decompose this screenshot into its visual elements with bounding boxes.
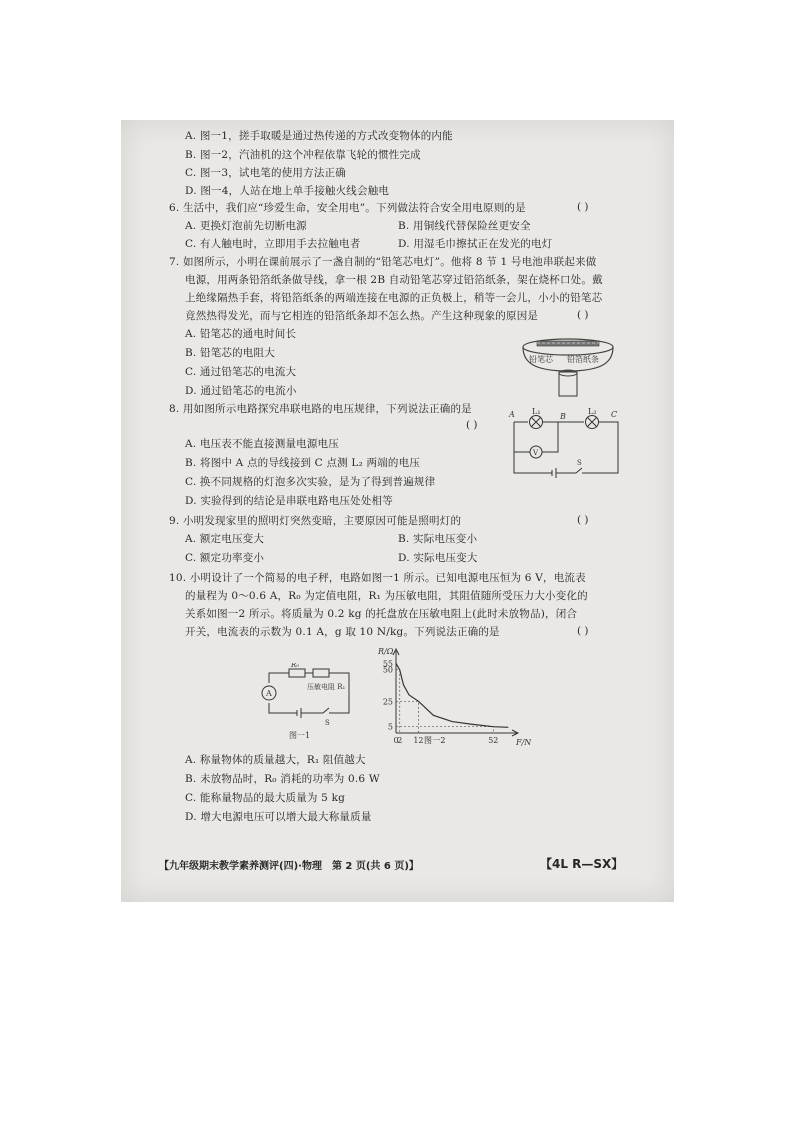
- q7-option-d: D. 通过铅笔芯的电流小: [185, 385, 297, 397]
- y-axis-label: R/Ω: [378, 647, 394, 656]
- q9-option-c: C. 额定功率变小: [185, 552, 265, 564]
- q9-option-d: D. 实际电压变大: [398, 552, 478, 564]
- resistance-curve: [396, 663, 508, 727]
- q7-line-4: 竟然热得发光，而与它相连的铅箔纸条却不怎么热。产生这种现象的原因是: [185, 310, 539, 322]
- q10-line-2: 的量程为 0～0.6 A，R₀ 为定值电阻，R₁ 为压敏电阻，其阻值随所受压力大小变化的: [185, 590, 588, 602]
- footer-code: 【4L R—SX】: [540, 857, 624, 871]
- footer-title: 【九年级期末教学素养测评(四)·物理 第 2 页(共 6 页)】: [159, 861, 419, 872]
- x-tick-label: 12: [413, 736, 424, 745]
- resistor-r1: [313, 669, 329, 677]
- q6-answer-paren: ( ): [577, 201, 589, 213]
- q9-stem: 9. 小明发现家里的照明灯突然变暗，主要原因可能是照明灯的: [169, 515, 462, 527]
- ammeter-label: A: [266, 689, 272, 698]
- resistor-r0: [289, 669, 305, 677]
- q10-answer-paren: ( ): [577, 625, 589, 637]
- wire: [269, 703, 297, 713]
- fig1-caption: 图一1: [289, 731, 311, 740]
- q6-option-b: B. 用铜线代替保险丝更安全: [398, 220, 531, 232]
- q6-option-d: D. 用湿毛巾擦拭正在发光的电灯: [398, 238, 553, 250]
- point-a-label: A: [509, 410, 515, 419]
- y-tick-label: 50: [382, 665, 393, 675]
- q7-line-1: 7. 如图所示，小明在课前展示了一盏自制的“铅笔芯电灯”。他将 8 节 1 号电池串联起来做: [169, 256, 597, 268]
- wire: [514, 422, 530, 452]
- q8-option-a: A. 电压表不能直接测量电源电压: [185, 438, 339, 450]
- wire: [542, 422, 558, 452]
- switch-label: S: [325, 719, 330, 727]
- x-tick-label: 0: [393, 736, 399, 745]
- foil-strip-label: 铅箔纸条: [567, 355, 599, 364]
- exam-page: [121, 120, 674, 902]
- bulb-l2-cross: [588, 418, 597, 427]
- q6-option-a: A. 更换灯泡前先切断电源: [185, 220, 307, 232]
- q7-option-a: A. 铅笔芯的通电时间长: [185, 328, 297, 340]
- r0-label: R₀: [291, 663, 300, 669]
- q10-line-4: 开关，电流表的示数为 0.1 A，g 取 10 N/kg。下列说法正确的是: [185, 626, 500, 638]
- wire: [269, 673, 289, 683]
- l1-label: L₁: [532, 407, 541, 416]
- q8-stem: 8. 用如图所示电路探究串联电路的电压规律，下列说法正确的是: [169, 403, 472, 415]
- battery: [297, 708, 301, 718]
- guide-line: [396, 701, 418, 733]
- battery: [552, 468, 556, 478]
- q8-option-d: D. 实验得到的结论是串联电路电压处处相等: [185, 495, 393, 507]
- q7-line-2: 电源，用两条铅箔纸条做导线，拿一根 2B 自动铅笔芯穿过铅箔纸条，架在烧杯口处。戴: [185, 274, 603, 286]
- q10-line-1: 10. 小明设计了一个简易的电子秤，电路如图一1 所示。已知电源电压恒为 6 V，电流表: [169, 572, 586, 584]
- switch-label: S: [577, 459, 582, 467]
- wire: [582, 422, 618, 473]
- x-tick-label: 2: [397, 736, 403, 745]
- r1-label: 压敏电阻 R₁: [307, 683, 346, 691]
- q7-option-c: C. 通过铅笔芯的电流大: [185, 366, 297, 378]
- q9-option-a: A. 额定电压变大: [185, 533, 265, 545]
- bulb-l1-cross: [532, 418, 541, 427]
- q10-option-d: D. 增大电源电压可以增大最大称量质量: [185, 811, 372, 823]
- point-c-label: C: [611, 410, 618, 419]
- q8-answer-paren: ( ): [466, 419, 478, 431]
- switch-s: [576, 468, 582, 473]
- q5-option-c: C. 图一3，试电笔的使用方法正确: [185, 167, 346, 179]
- q6-stem: 6. 生活中，我们应“珍爱生命，安全用电”。下列做法符合安全用电原则的是: [169, 202, 526, 214]
- q6-option-c: C. 有人触电时，立即用手去拉触电者: [185, 238, 361, 250]
- y-tick-label: 25: [382, 697, 393, 707]
- q9-option-b: B. 实际电压变小: [398, 533, 478, 545]
- switch-s: [323, 708, 329, 713]
- q10-option-b: B. 未放物品时，R₀ 消耗的功率为 0.6 W: [185, 773, 380, 785]
- q7-line-3: 上绝缘隔热手套，将铅箔纸条的两端连接在电源的正负极上，稍等一会儿，小小的铅笔芯: [185, 292, 603, 304]
- q8-option-c: C. 换不同规格的灯泡多次实验，是为了得到普遍规律: [185, 476, 436, 488]
- wire: [329, 673, 349, 713]
- q10-option-c: C. 能称量物品的最大质量为 5 kg: [185, 792, 346, 804]
- wire: [514, 422, 552, 473]
- guide-line: [396, 727, 493, 733]
- q7-answer-paren: ( ): [577, 309, 589, 321]
- q5-option-b: B. 图一2，汽油机的这个冲程依靠飞轮的惯性完成: [185, 149, 421, 161]
- fig2-caption: 图一2: [424, 736, 446, 745]
- q5-option-a: A. 图一1，搓手取暖是通过热传递的方式改变物体的内能: [185, 130, 453, 142]
- point-b-label: B: [560, 412, 566, 421]
- x-tick-label: 52: [488, 736, 499, 745]
- series-circuit-figure: [506, 406, 626, 481]
- q8-option-b: B. 将图中 A 点的导线接到 C 点测 L₂ 两端的电压: [185, 457, 421, 469]
- l2-label: L₂: [588, 407, 597, 416]
- y-tick-label: 5: [387, 722, 393, 732]
- q10-option-a: A. 称量物体的质量越大，R₁ 阻值越大: [185, 754, 366, 766]
- voltmeter-label: V: [533, 449, 539, 457]
- q5-option-d: D. 图一4，人站在地上单手接触火线会触电: [185, 185, 390, 197]
- q7-option-b: B. 铅笔芯的电阻大: [185, 347, 275, 359]
- q10-line-3: 关系如图一2 所示。将质量为 0.2 kg 的托盘放在压敏电阻上(此时未放物品)，闭合: [185, 608, 578, 620]
- pencil-lamp-figure: [515, 325, 621, 400]
- x-axis-label: F/N: [516, 738, 531, 747]
- pencil-lead-label: 铅笔芯: [529, 355, 553, 364]
- scale-circuit-figure: [261, 663, 356, 743]
- q9-answer-paren: ( ): [577, 514, 589, 526]
- resistance-force-chart: [366, 645, 531, 747]
- y-tick-label: 55: [382, 659, 393, 669]
